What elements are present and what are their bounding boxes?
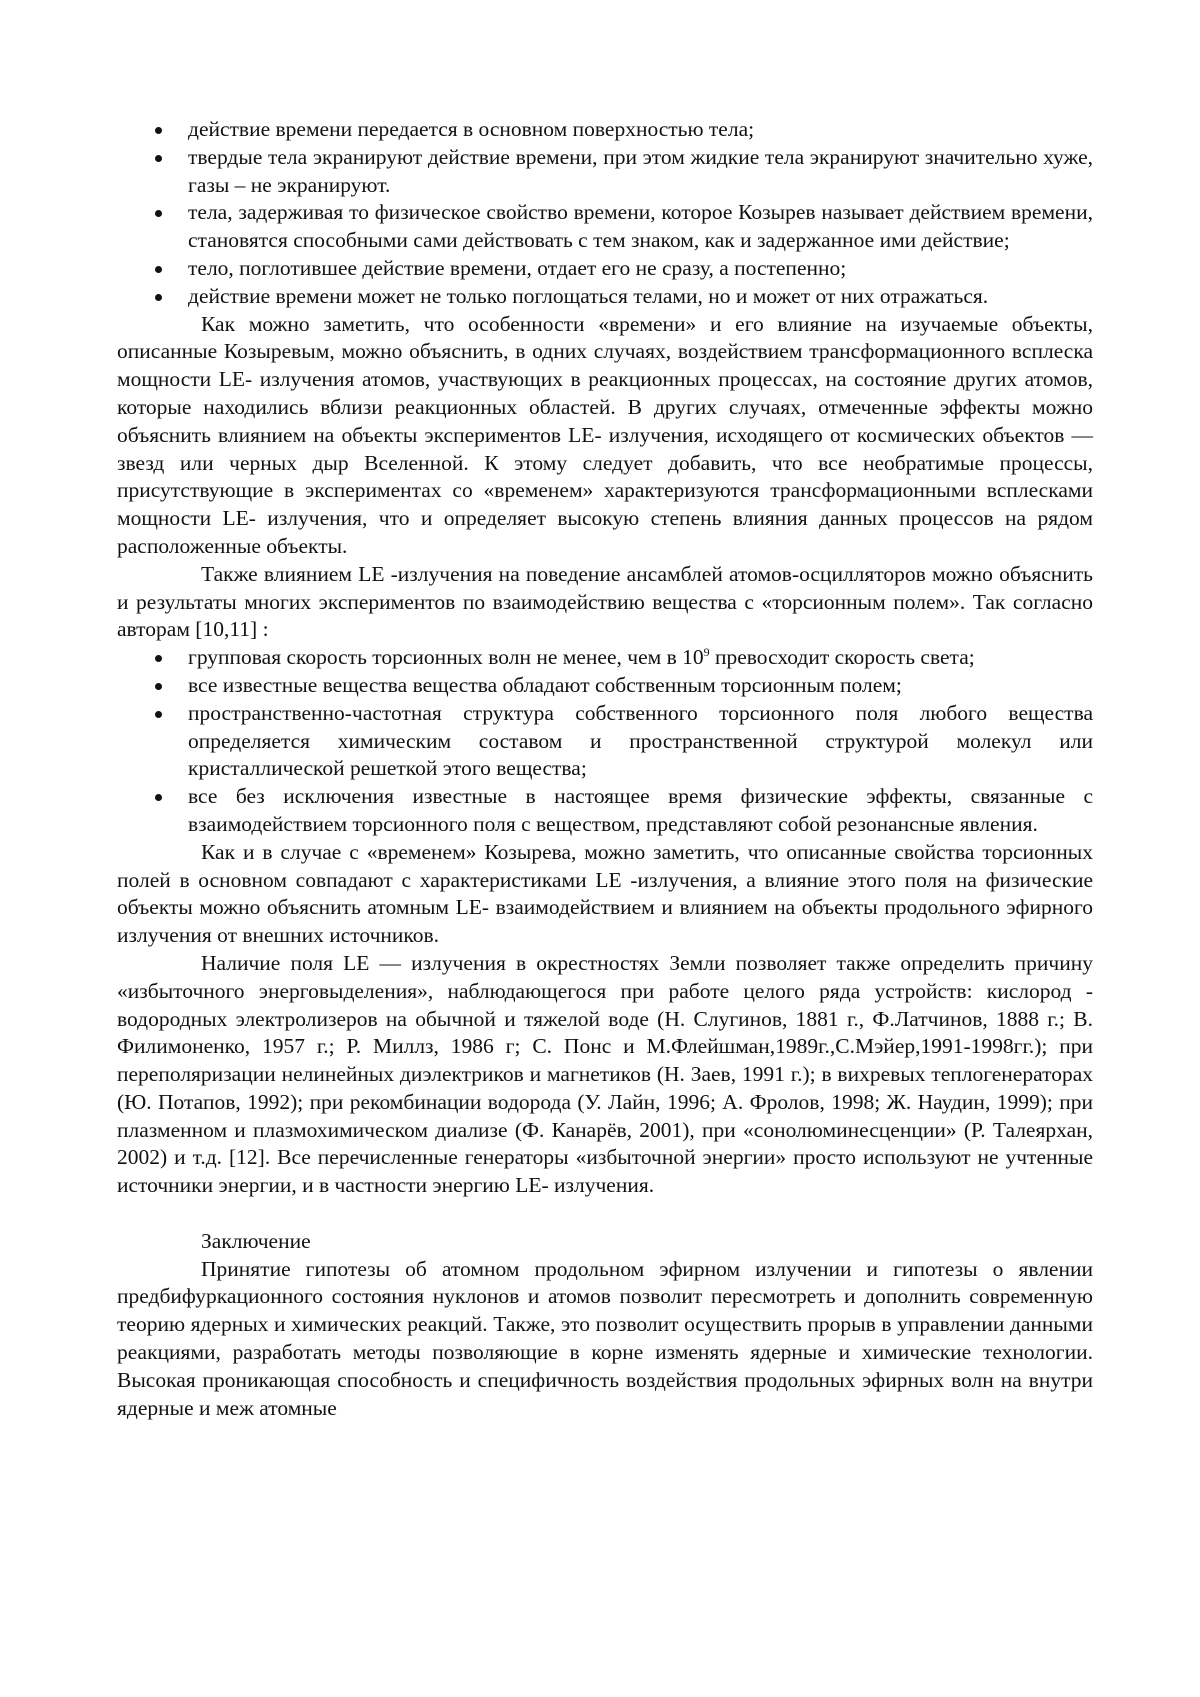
list-item (117, 783, 1093, 839)
list-item-text: действие времени передается в основном поверхностью тела; (188, 117, 755, 141)
list-item-text: все известные вещества вещества обладают собственным торсионным полем; (188, 672, 902, 697)
bullet-icon (155, 683, 162, 690)
list-item-text: действие времени может не только поглощаться телами, но и может от них отражаться. (188, 283, 989, 308)
bullet-icon (155, 794, 162, 801)
list-item-text: тела, задерживая то физическое свойство времени, которое Козырев называет действием времени, становятся способными сами действовать с тем знаком, как и задержанное ими действие; (188, 200, 1093, 253)
paragraph-torsion-comparison: Как и в случае с «временем» Козырева, можно заметить, что описанные свойства торсионных полей в основном совпадают с характеристиками LE -излучения, а влияние этого поля на физические объекты можно объяснить атомным LE- взаимодействием и влиянием на объекты продольного эфирного излучения от внешних источников. (117, 839, 1093, 948)
section-heading-conclusion: Заключение (201, 1228, 311, 1253)
superscript-exponent: 9 (703, 645, 710, 660)
list-item-text-tail: превосходит скорость света; (709, 645, 975, 670)
list-item (117, 672, 1093, 700)
bullet-icon (155, 294, 162, 301)
list-item (117, 700, 1093, 783)
document-page (117, 116, 1093, 1422)
list-item-text: тело, поглотившее действие времени, отдает его не сразу, а постепенно; (188, 255, 847, 280)
list-item (117, 644, 1093, 672)
list-item (117, 199, 1093, 255)
list-item (117, 255, 1093, 283)
bullet-list-time-properties (117, 116, 1093, 311)
bullet-icon (155, 266, 162, 273)
paragraph-torsion-intro: Также влиянием LE -излучения на поведение ансамблей атомов-осцилляторов можно объяснить и результаты многих экспериментов по взаимодействию вещества с «торсионным полем». Так согласно авторам [10,11] : (117, 561, 1093, 642)
bullet-icon (155, 155, 162, 162)
list-item (117, 144, 1093, 200)
paragraph-kozyrev-explanation: Как можно заметить, что особенности «времени» и его влияние на изучаемые объекты, описанные Козыревым, можно объяснить, в одних случаях, воздействием трансформационного всплеска мощности LE- излучения атомов, участвующих в реакционных процессах, на состояние других атомов, которые находились вблизи реакционных областей. В других случаях, отмеченные эффекты можно объяснить влиянием на объекты экспериментов LE- излучения, исходящего от космических объектов — звезд или черных дыр Вселенной. К этому следует добавить, что все необратимые процессы, присутствующие в экспериментах со «временем» характеризуются трансформационными всплесками мощности LE- излучения, что и определяет высокую степень влияния данных процессов на рядом расположенные объекты. (117, 311, 1093, 558)
list-item-text: все без исключения известные в настоящее время физические эффекты, связанные с взаимодействием торсионного поля с веществом, представляют собой резонансные явления. (188, 784, 1093, 836)
list-item (117, 116, 1093, 144)
bullet-icon (155, 655, 162, 662)
paragraph-excess-energy: Наличие поля LE — излучения в окрестностях Земли позволяет также определить причину «избыточного энерговыделения», наблюдающегося при работе целого ряда устройств: кислород - водородных электролизеров на обычной и тяжелой воде (Н. Слугинов, 1881 г., Ф.Латчинов, 1888 г.; В. Филимоненко, 1957 г.; Р. Миллз, 1986 г; С. Понс и М.Флейшман,1989г.,С.Мэйер,1991-1998гг.); при переполяризации нелинейных диэлектриков и магнетиков (Н. Заев, 1991 г.); в вихревых теплогенераторах (Ю. Потапов, 1992); при рекомбинации водорода (У. Лайн, 1996; А. Фролов, 1998; Ж. Наудин, 1999); при плазменном и плазмохимическом диализе (Ф. Канарёв, 2001), при «сонолюминесценции» (Р. Талеярхан, 2002) и т.д. [12]. Все перечисленные генераторы «избыточной энергии» просто используют не учтенные источники энергии, и в частности энергию LE- излучения. (117, 950, 1093, 1198)
bullet-list-torsion-properties (117, 644, 1093, 839)
list-item-text: пространственно-частотная структура собственного торсионного поля любого вещества определяется химическим составом и пространственной структурой молекул или кристаллической решеткой этого вещества; (188, 700, 1093, 781)
bullet-icon (155, 711, 162, 718)
list-item (117, 283, 1093, 311)
bullet-icon (155, 210, 162, 217)
bullet-icon (155, 127, 162, 134)
list-item-text: твердые тела экранируют действие времени, при этом жидкие тела экранируют значительно хуже, газы – не экранируют. (188, 144, 1093, 197)
list-item-text: групповая скорость торсионных волн не менее, чем в 10 (188, 645, 704, 670)
paragraph-conclusion: Принятие гипотезы об атомном продольном эфирном излучении и гипотезы о явлении предбифуркационного состояния нуклонов и атомов позволит пересмотреть и дополнить современную теорию ядерных и химических реакций. Также, это позволит осуществить прорыв в управлении данными реакциями, разработать методы позволяющие в корне изменять ядерные и химические технологии. Высокая проникающая способность и специфичность воздействия продольных эфирных волн на внутри ядерные и меж атомные (117, 1256, 1093, 1420)
